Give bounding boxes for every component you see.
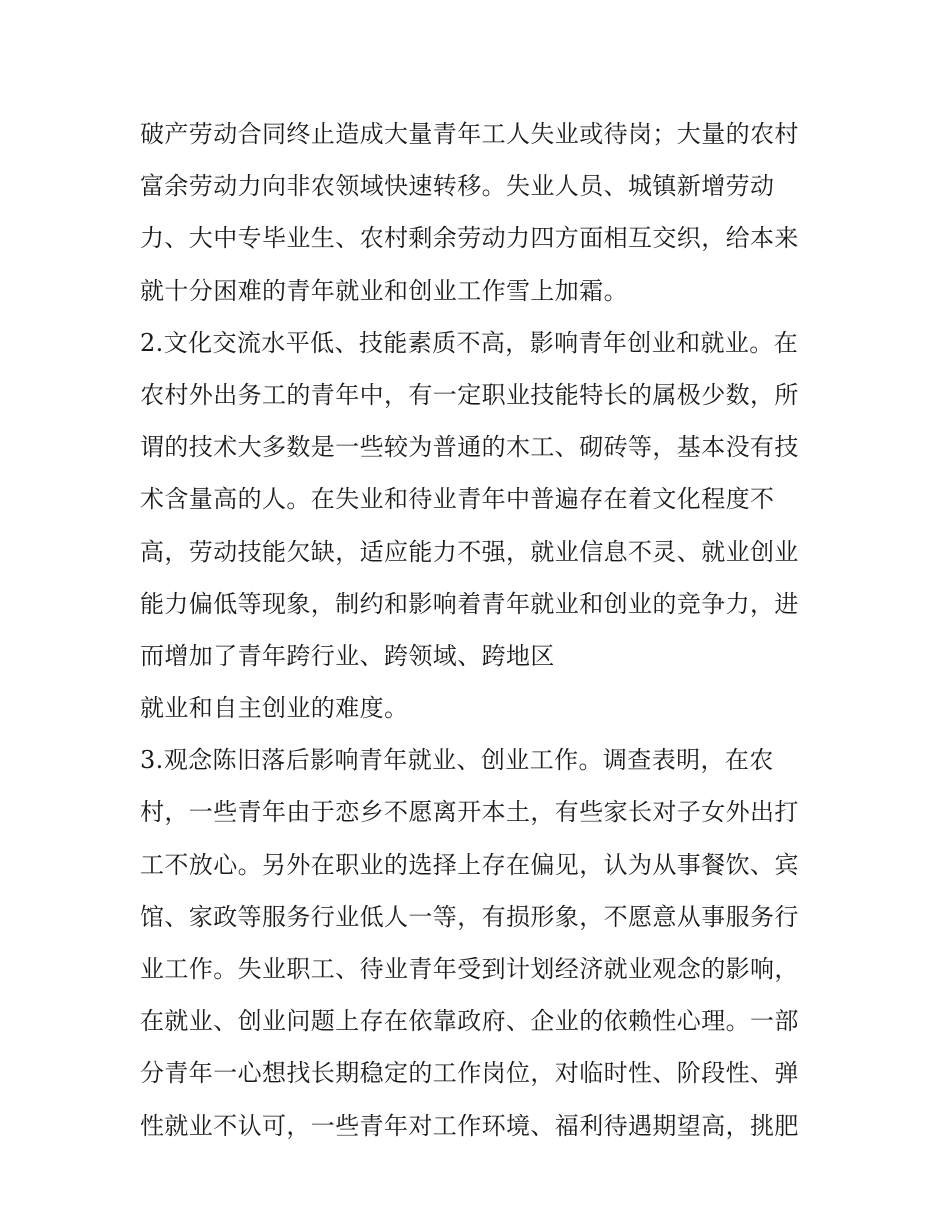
section-heading-line: 3.观念陈旧落后影响青年就业、创业工作。调查表明，在农 bbox=[140, 746, 774, 775]
text-line: 就业和自主创业的难度。 bbox=[140, 694, 409, 723]
text-line: 村，一些青年由于恋乡不愿离开本土，有些家长对子女外出打 bbox=[140, 798, 799, 827]
section-heading-line: 2.文化交流水平低、技能素质不高，影响青年创业和就业。在 bbox=[140, 328, 799, 357]
text-line: 工不放心。另外在职业的选择上存在偏见，认为从事餐饮、宾 bbox=[140, 850, 799, 879]
text-line: 谓的技术大多数是一些较为普通的木工、砌砖等，基本没有技 bbox=[140, 433, 799, 462]
text-line: 破产劳动合同终止造成大量青年工人失业或待岗；大量的农村 bbox=[140, 120, 799, 148]
text-line: 力、大中专毕业生、农村剩余劳动力四方面相互交织，给本来 bbox=[140, 224, 799, 253]
text-line: 农村外出务工的青年中，有一定职业技能特长的属极少数，所 bbox=[140, 380, 799, 409]
text-line: 业工作。失业职工、待业青年受到计划经济就业观念的影响， bbox=[140, 955, 799, 983]
text-line: 富余劳动力向非农领域快速转移。失业人员、城镇新增劳动 bbox=[140, 172, 775, 201]
text-line: 术含量高的人。在失业和待业青年中普遍存在着文化程度不 bbox=[140, 485, 775, 514]
text-line: 在就业、创业问题上存在依靠政府、企业的依赖性心理。一部 bbox=[140, 1007, 799, 1036]
text-line: 性就业不认可，一些青年对工作环境、福利待遇期望高，挑肥 bbox=[140, 1111, 799, 1140]
text-line: 而增加了青年跨行业、跨领域、跨地区 bbox=[140, 641, 555, 670]
text-line: 馆、家政等服务行业低人一等，有损形象，不愿意从事服务行 bbox=[140, 902, 799, 931]
text-line: 高，劳动技能欠缺，适应能力不强，就业信息不灵、就业创业 bbox=[140, 537, 799, 566]
text-line: 分青年一心想找长期稳定的工作岗位，对临时性、阶段性、弹 bbox=[140, 1059, 799, 1088]
text-line: 就十分困难的青年就业和创业工作雪上加霜。 bbox=[140, 276, 628, 305]
text-line: 能力偏低等现象，制约和影响着青年就业和创业的竞争力，进 bbox=[140, 589, 799, 618]
body-text bbox=[140, 108, 840, 1152]
